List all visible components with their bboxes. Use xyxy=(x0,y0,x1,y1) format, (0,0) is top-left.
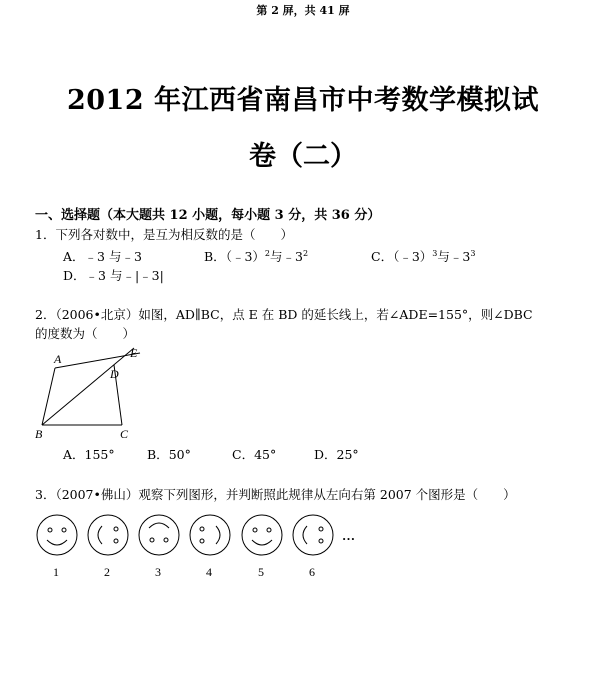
face-sequence-figure xyxy=(30,510,370,585)
question-1-stem: 1．下列各对数中，是互为相反数的是（ ） xyxy=(35,227,293,242)
question-2-option-b xyxy=(147,445,191,463)
option-text: （﹣3） xyxy=(393,249,433,264)
option-label: C． xyxy=(371,249,394,264)
question-1-option-c xyxy=(371,247,475,265)
point-label-c: C xyxy=(120,427,129,441)
exponent: 3 xyxy=(470,248,476,258)
face-figure-1 xyxy=(37,515,77,555)
sequence-ellipsis: … xyxy=(342,528,355,543)
figure-number-5: 5 xyxy=(258,565,264,579)
option-value: 50° xyxy=(168,447,191,462)
figure-number-3: 3 xyxy=(155,565,161,579)
exponent: 2 xyxy=(264,248,270,258)
option-label: C． xyxy=(232,447,255,462)
figure-number-4: 4 xyxy=(206,565,212,579)
exam-title-line1: 2012 年江西省南昌市中考数学模拟试 xyxy=(66,85,540,116)
option-text: 与﹣3 xyxy=(437,249,471,264)
point-label-b: B xyxy=(35,427,43,441)
figure-number-6: 6 xyxy=(309,565,315,579)
option-text: ﹣3 与﹣|﹣3| xyxy=(85,268,164,283)
page-header: 第 2 屏，共 41 屏 xyxy=(256,4,350,17)
question-3-stem: 3．（2007•佛山）观察下列图形，并判断照此规律从左向右第 2007 个图形是（ ） xyxy=(35,487,516,502)
figure-number-1: 1 xyxy=(53,565,59,579)
trapezoid-figure xyxy=(30,340,160,445)
question-1-option-b xyxy=(204,247,308,265)
option-label: D． xyxy=(63,268,86,283)
point-label-e: E xyxy=(130,346,138,360)
option-value: 155° xyxy=(84,447,115,462)
option-text: 与﹣3 xyxy=(269,249,303,264)
option-label: D． xyxy=(314,447,337,462)
question-2-option-d xyxy=(314,445,359,463)
option-text: （﹣3） xyxy=(225,249,265,264)
question-2-option-a xyxy=(63,445,115,463)
question-2-stem-line2: 的度数为（ ） xyxy=(35,326,136,341)
option-value: 25° xyxy=(336,447,359,462)
face-figure-4 xyxy=(190,515,230,555)
face-figure-3 xyxy=(139,515,179,555)
question-1-option-d xyxy=(63,266,164,284)
question-2-stem-line1: 2．（2006•北京）如图，AD∥BC，点 E 在 BD 的延长线上，若∠ADE=155°，则∠DBC xyxy=(35,307,533,322)
exam-title-line2: 卷（二） xyxy=(249,141,357,172)
option-text: ﹣3 与﹣3 xyxy=(84,249,142,264)
exponent: 2 xyxy=(302,248,309,258)
option-label: A． xyxy=(63,447,85,462)
question-1-option-a xyxy=(63,247,142,265)
option-value: 45° xyxy=(254,447,277,462)
option-label: B． xyxy=(204,249,226,264)
point-label-d: D xyxy=(110,367,119,381)
face-figure-2 xyxy=(88,515,128,555)
option-label: B． xyxy=(147,447,169,462)
face-figure-6 xyxy=(293,515,333,555)
section-heading-choice: 一、选择题（本大题共 12 小题，每小题 3 分，共 36 分） xyxy=(35,208,381,223)
exponent: 3 xyxy=(432,248,438,258)
face-figure-5 xyxy=(242,515,282,555)
option-label: A． xyxy=(63,249,85,264)
point-label-a: A xyxy=(54,352,62,366)
segment-ab xyxy=(42,368,55,425)
question-2-option-c xyxy=(232,445,276,463)
segment-ad-extended xyxy=(55,353,140,368)
figure-number-2: 2 xyxy=(104,565,110,579)
